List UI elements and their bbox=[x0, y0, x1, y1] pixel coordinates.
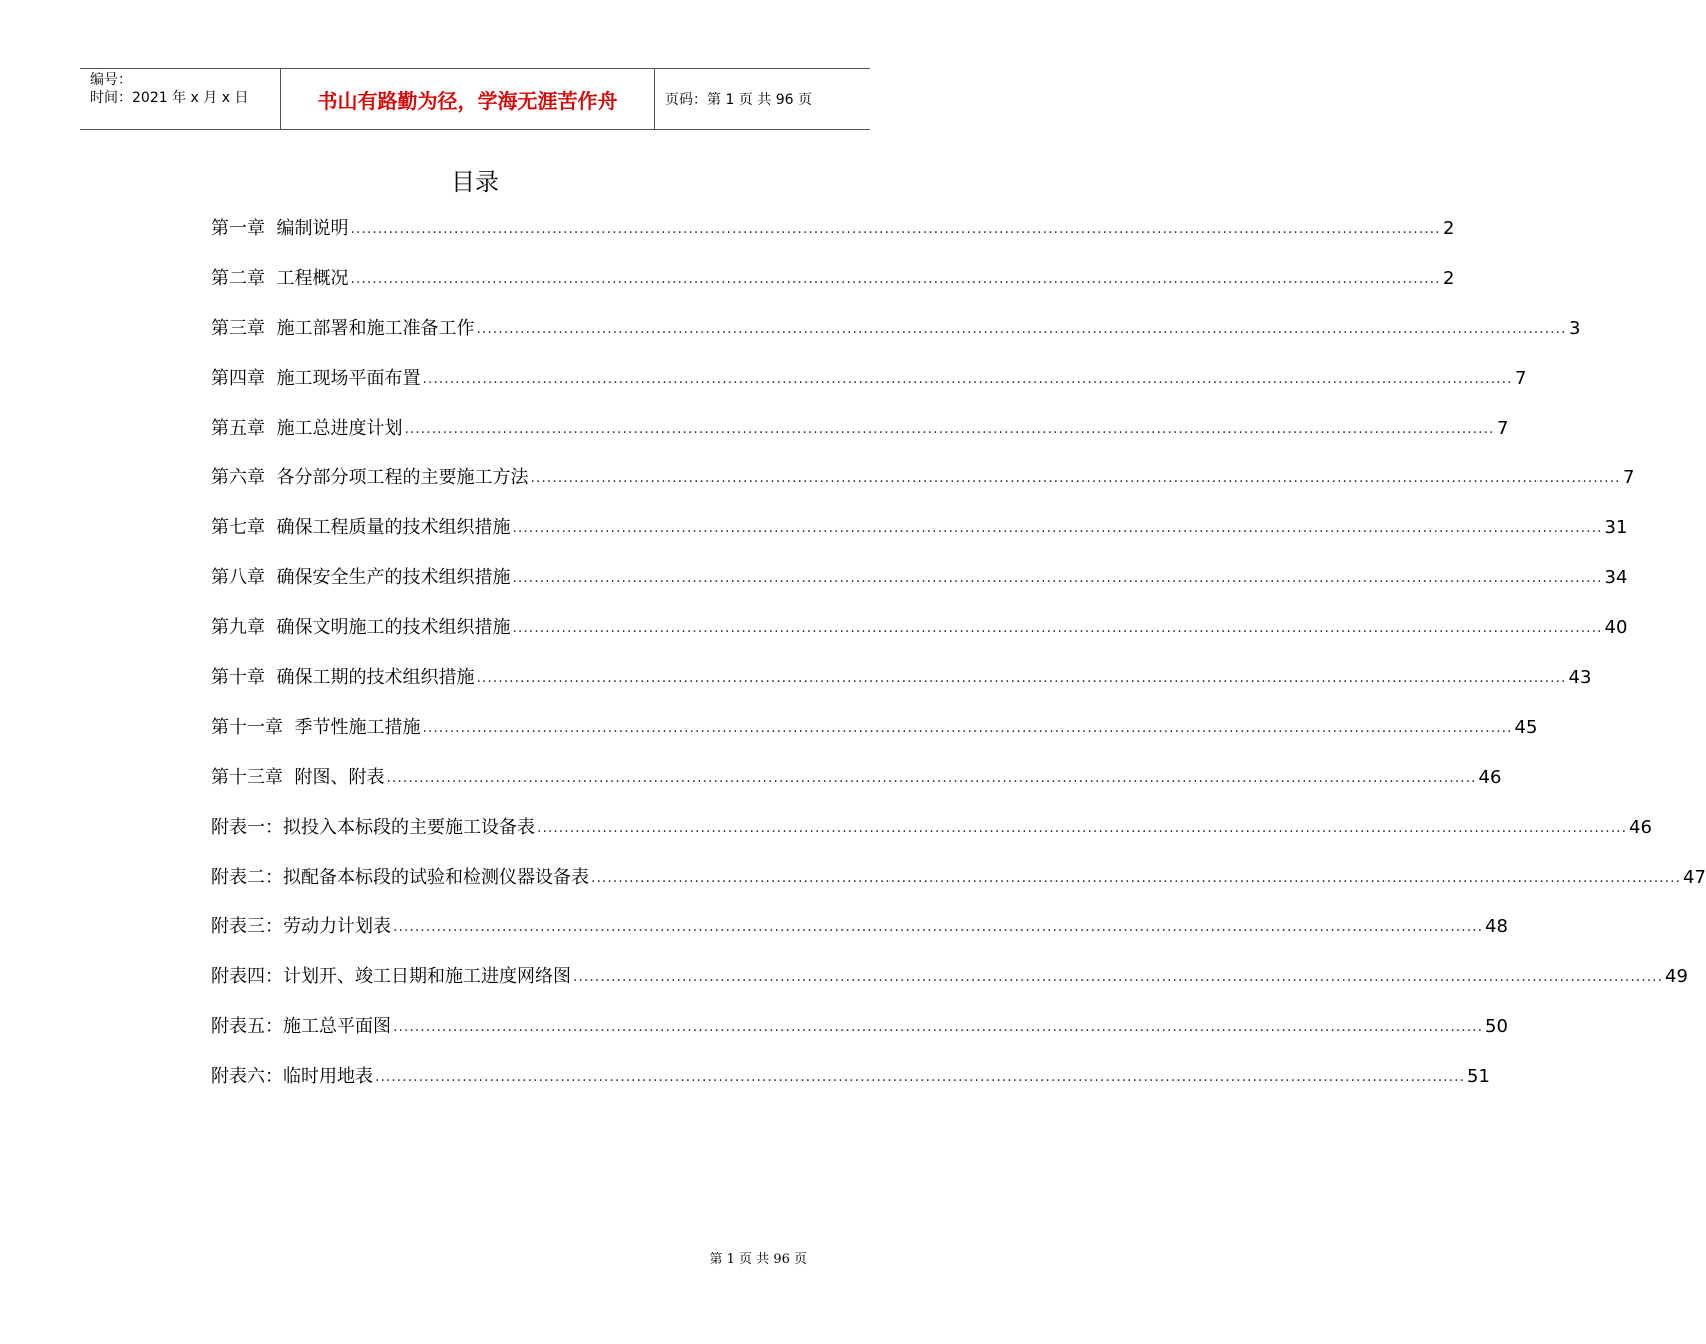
toc-entry-label: 第七章 确保工程质量的技术组织措施 bbox=[211, 517, 511, 539]
toc-entry-page: 46 bbox=[1478, 766, 1502, 788]
toc-entry-page: 49 bbox=[1665, 966, 1688, 988]
toc-leader-dots: ........................................................................................................................................................................................................ bbox=[512, 520, 1603, 537]
toc-entry[interactable] bbox=[211, 765, 1502, 815]
toc-leader-dots: ........................................................................................................................................................................................................ bbox=[476, 320, 1567, 337]
toc-entry-label: 第四章 施工现场平面布置 bbox=[211, 367, 421, 389]
toc-entry-label: 第十一章 季节性施工措施 bbox=[211, 716, 421, 738]
toc-entry-page: 50 bbox=[1485, 1016, 1508, 1038]
toc-entry-page: 45 bbox=[1514, 716, 1538, 738]
toc-entry[interactable] bbox=[211, 465, 1635, 515]
toc-entry-label: 附表二：拟配备本标段的试验和检测仪器设备表 bbox=[211, 866, 589, 888]
toc-entry[interactable] bbox=[211, 914, 1508, 964]
toc-entry-label: 附表六：临时用地表 bbox=[211, 1066, 373, 1088]
toc-entry[interactable] bbox=[211, 715, 1538, 765]
table-of-contents bbox=[211, 216, 1706, 1114]
footer-page-info: 第 1 页 共 96 页 bbox=[709, 1252, 807, 1267]
toc-entry-label: 附表四：计划开、竣工日期和施工进度网络图 bbox=[211, 966, 571, 988]
toc-entry-page: 47 bbox=[1683, 866, 1706, 888]
toc-entry-page: 34 bbox=[1604, 567, 1628, 589]
toc-entry[interactable] bbox=[211, 565, 1628, 615]
toc-entry[interactable] bbox=[211, 366, 1527, 416]
toc-leader-dots: ........................................................................................................................................................................................................ bbox=[386, 769, 1477, 786]
toc-entry-label: 第八章 确保安全生产的技术组织措施 bbox=[211, 567, 511, 589]
toc-entry-label: 第五章 施工总进度计划 bbox=[211, 417, 403, 439]
toc-leader-dots: ........................................................................................................................................................................................................ bbox=[393, 1019, 1484, 1036]
toc-entry-page: 31 bbox=[1604, 517, 1628, 539]
toc-entry[interactable] bbox=[211, 615, 1628, 665]
toc-entry-label: 第九章 确保文明施工的技术组织措施 bbox=[211, 617, 511, 639]
toc-entry-page: 2 bbox=[1443, 267, 1455, 289]
toc-leader-dots: ........................................................................................................................................................................................................ bbox=[350, 270, 1441, 287]
document-number: 编号： bbox=[90, 72, 132, 88]
toc-leader-dots: ........................................................................................................................................................................................................ bbox=[573, 969, 1664, 986]
toc-entry[interactable] bbox=[211, 665, 1592, 715]
toc-entry[interactable] bbox=[211, 1064, 1490, 1114]
toc-entry-page: 7 bbox=[1623, 467, 1635, 489]
toc-entry[interactable] bbox=[211, 815, 1652, 865]
toc-leader-dots: ........................................................................................................................................................................................................ bbox=[512, 570, 1603, 587]
toc-entry-page: 7 bbox=[1497, 417, 1509, 439]
toc-leader-dots: ........................................................................................................................................................................................................ bbox=[591, 869, 1682, 886]
header-motto: 书山有路勤为径，学海无涯苦作舟 bbox=[281, 69, 655, 129]
toc-entry-label: 附表一：拟投入本标段的主要施工设备表 bbox=[211, 816, 535, 838]
toc-entry-page: 7 bbox=[1515, 367, 1527, 389]
toc-entry[interactable] bbox=[211, 316, 1581, 366]
toc-title: 目录 bbox=[451, 168, 499, 196]
header-meta bbox=[80, 69, 281, 129]
toc-leader-dots: ........................................................................................................................................................................................................ bbox=[476, 670, 1567, 687]
toc-leader-dots: ........................................................................................................................................................................................................ bbox=[404, 420, 1495, 437]
toc-entry[interactable] bbox=[211, 865, 1706, 915]
toc-entry-label: 第三章 施工部署和施工准备工作 bbox=[211, 317, 475, 339]
toc-entry-page: 40 bbox=[1604, 617, 1628, 639]
toc-entry-page: 48 bbox=[1485, 916, 1508, 938]
toc-entry-label: 第六章 各分部分项工程的主要施工方法 bbox=[211, 467, 529, 489]
toc-entry-label: 附表五：施工总平面图 bbox=[211, 1016, 391, 1038]
toc-leader-dots: ........................................................................................................................................................................................................ bbox=[422, 370, 1513, 387]
toc-entry[interactable] bbox=[211, 266, 1455, 316]
toc-entry-page: 43 bbox=[1568, 667, 1592, 689]
page-header bbox=[80, 68, 870, 130]
toc-leader-dots: ........................................................................................................................................................................................................ bbox=[375, 1069, 1466, 1086]
toc-leader-dots: ........................................................................................................................................................................................................ bbox=[537, 819, 1628, 836]
toc-entry[interactable] bbox=[211, 1014, 1508, 1064]
document-date: 时间：2021 年 x 月 x 日 bbox=[90, 90, 249, 106]
toc-entry-label: 第一章 编制说明 bbox=[211, 218, 349, 239]
header-page-info: 页码：第 1 页 共 96 页 bbox=[665, 92, 812, 108]
toc-entry-label: 第十三章 附图、附表 bbox=[211, 766, 385, 788]
toc-entry-label: 第二章 工程概况 bbox=[211, 267, 349, 289]
toc-entry-page: 46 bbox=[1629, 816, 1652, 838]
toc-entry[interactable] bbox=[211, 964, 1688, 1014]
toc-entry-page: 3 bbox=[1569, 317, 1581, 339]
toc-leader-dots: ........................................................................................................................................................................................................ bbox=[350, 221, 1441, 237]
toc-leader-dots: ........................................................................................................................................................................................................ bbox=[393, 919, 1484, 936]
toc-entry-page: 2 bbox=[1443, 218, 1455, 239]
toc-leader-dots: ........................................................................................................................................................................................................ bbox=[530, 470, 1621, 487]
toc-entry[interactable] bbox=[211, 416, 1509, 466]
toc-entry-label: 第十章 确保工期的技术组织措施 bbox=[211, 667, 475, 689]
toc-entry[interactable] bbox=[211, 216, 1455, 266]
toc-leader-dots: ........................................................................................................................................................................................................ bbox=[422, 719, 1513, 736]
toc-entry-page: 51 bbox=[1467, 1066, 1490, 1088]
toc-entry[interactable] bbox=[211, 515, 1628, 565]
toc-leader-dots: ........................................................................................................................................................................................................ bbox=[512, 620, 1603, 637]
toc-entry-label: 附表三：劳动力计划表 bbox=[211, 916, 391, 938]
